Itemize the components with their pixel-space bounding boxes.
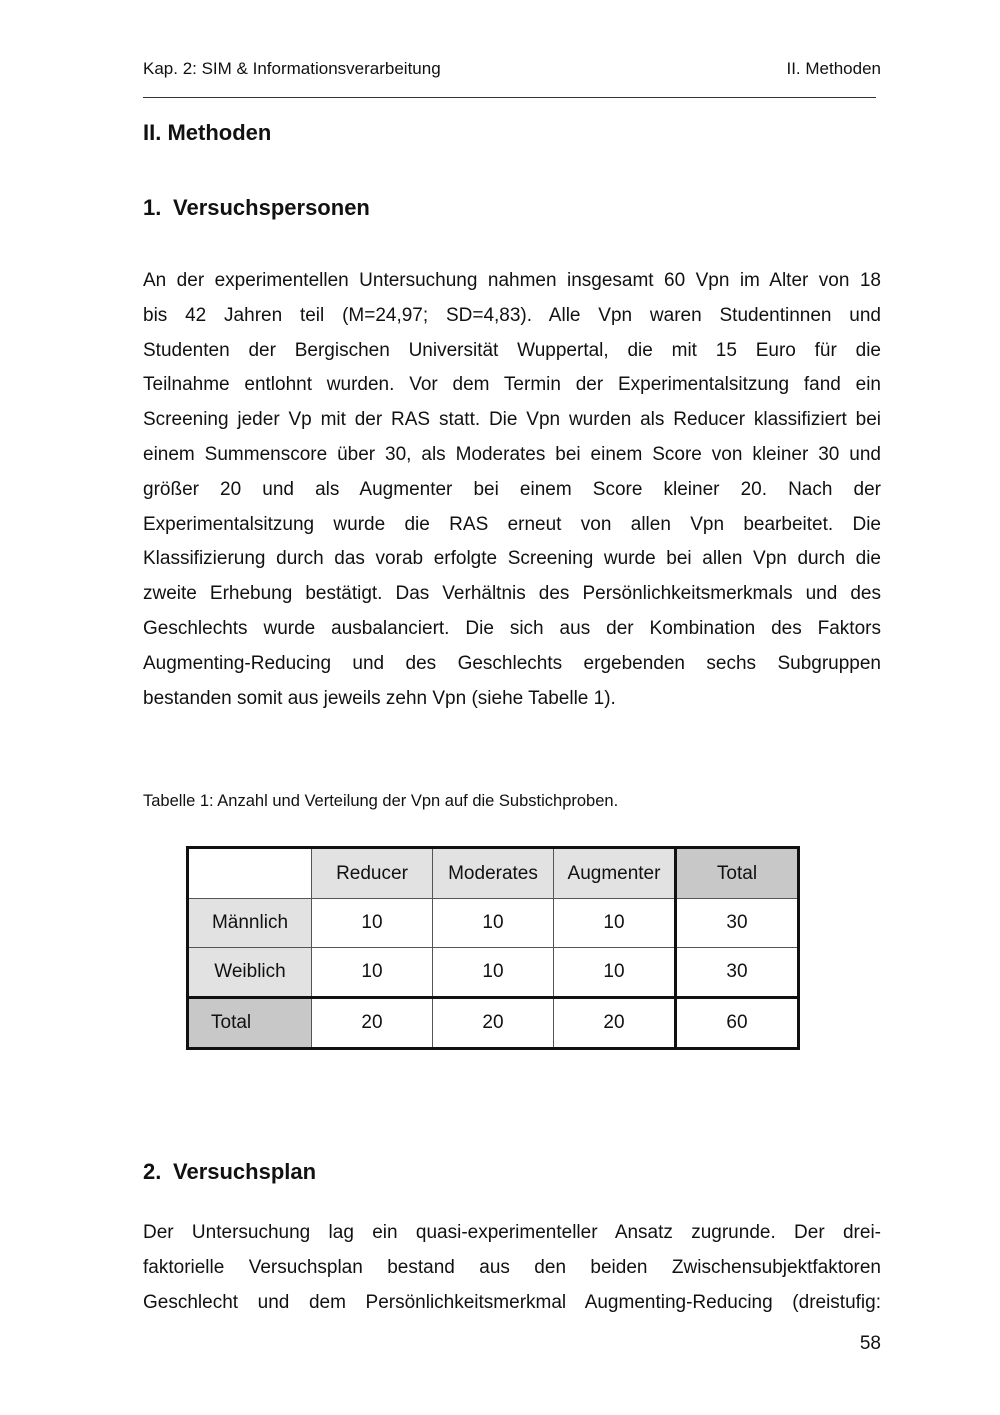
running-header — [143, 58, 881, 80]
table-header-row — [188, 848, 799, 899]
text-line: Screening jeder Vp mit der RAS statt. Die Vpn wurden als Reducer klassifiziert bei — [143, 409, 881, 431]
table-cell-total: 60 — [676, 998, 799, 1049]
text-line: einem Summenscore über 30, als Moderates bei einem Score von kleiner 30 und — [143, 443, 881, 465]
distribution-table — [186, 846, 800, 1050]
text-line: Der Untersuchung lag ein quasi-experimenteller Ansatz zugrunde. Der drei- — [143, 1222, 881, 1243]
text-line: Klassifizierung durch das vorab erfolgte Screening wurde bei allen Vpn durch die — [143, 548, 881, 570]
paragraph-versuchspersonen — [143, 264, 881, 716]
section-heading-versuchsplan — [143, 1157, 316, 1187]
section-number: 2. — [143, 1159, 162, 1184]
text-line: Geschlecht und dem Persönlichkeitsmerkmal Augmenting-Reducing (dreistufig: — [143, 1291, 881, 1313]
text-line: Studenten der Bergischen Universität Wuppertal, die mit 15 Euro für die — [143, 339, 881, 361]
column-header: Reducer — [312, 848, 433, 899]
table-cell: 10 — [554, 899, 676, 948]
column-header-total: Total — [676, 848, 799, 899]
text-line: bis 42 Jahren teil (M=24,97; SD=4,83). Alle Vpn waren Studentinnen und — [143, 304, 881, 326]
table-cell: 10 — [433, 899, 554, 948]
row-header-total: Total — [188, 998, 312, 1049]
column-header: Moderates — [433, 848, 554, 899]
section-heading-versuchspersonen — [143, 193, 370, 223]
text-line: Augmenting-Reducing und des Geschlechts ergebenden sechs Subgruppen — [143, 652, 881, 674]
text-line: Teilnahme entlohnt wurden. Vor dem Termin der Experimentalsitzung fand ein — [143, 374, 881, 396]
table-cell: 10 — [312, 948, 433, 998]
row-header: Weiblich — [188, 948, 312, 998]
table-cell: 10 — [312, 899, 433, 948]
table-row — [188, 948, 799, 998]
table-cell: 20 — [554, 998, 676, 1049]
table-cell: 20 — [433, 998, 554, 1049]
column-header: Augmenter — [554, 848, 676, 899]
chapter-title: II. Methoden — [143, 120, 272, 145]
running-header-right: II. Methoden — [786, 59, 881, 78]
text-line: größer 20 und als Augmenter bei einem Score kleiner 20. Nach der — [143, 478, 881, 500]
table-caption: Tabelle 1: Anzahl und Verteilung der Vpn auf die Substichproben. — [143, 792, 619, 810]
table-cell-total: 30 — [676, 948, 799, 998]
text-line: bestanden somit aus jeweils zehn Vpn (siehe Tabelle 1). — [143, 687, 616, 709]
paragraph-versuchsplan — [143, 1216, 881, 1320]
section-title: Versuchsplan — [173, 1159, 317, 1184]
row-header: Männlich — [188, 899, 312, 948]
table-cell-total: 30 — [676, 899, 799, 948]
text-line: Experimentalsitzung wurde die RAS erneut von allen Vpn bearbeitet. Die — [143, 513, 881, 535]
running-header-left: Kap. 2: SIM & Informationsverarbeitung — [143, 59, 441, 78]
table-row — [188, 899, 799, 948]
table-cell: 10 — [433, 948, 554, 998]
text-line: zweite Erhebung bestätigt. Das Verhältnis des Persönlichkeitsmerkmals und des — [143, 583, 881, 605]
table-cell: 10 — [554, 948, 676, 998]
table-total-row — [188, 998, 799, 1049]
table-cell: 20 — [312, 998, 433, 1049]
header-rule — [143, 97, 876, 98]
text-line: faktorielle Versuchsplan bestand aus den beiden Zwischensubjektfaktoren — [143, 1256, 881, 1278]
page-number: 58 — [859, 1333, 881, 1354]
text-line: Geschlechts wurde ausbalanciert. Die sich aus der Kombination des Faktors — [143, 617, 881, 639]
text-line: An der experimentellen Untersuchung nahmen insgesamt 60 Vpn im Alter von 18 — [143, 270, 881, 291]
table-corner-cell — [188, 848, 312, 899]
section-title: Versuchspersonen — [173, 195, 370, 220]
section-number: 1. — [143, 195, 162, 220]
